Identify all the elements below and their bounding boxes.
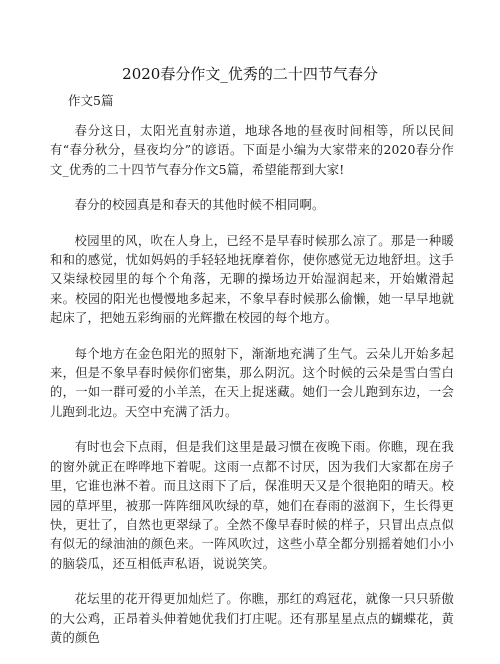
paragraph-2: 校园里的风，吹在人身上，已经不是早春时候那么凉了。那是一种暖和和的感觉，忧如妈妈的手轻轻地抚摩着你，使你感觉无边地舒坦。这手又柒绿校园里的每个个角落，无聊的操场边开始湿润起来，开始嫩滑起来。校园的阳光也慢慢地多起来，不象早春时候那么偷懒，她一早早地就起床了，把她五彩绚丽的光辉撒在校园的每个地方。 — [50, 233, 454, 326]
document-body — [50, 122, 454, 664]
paragraph-3: 每个地方在金色阳光的照射下，渐渐地充满了生气。云朵儿开始多起来，但是不象早春时候你们密集，那么阴沉。这个时候的云朵是雪白雪白的，一如一群可爱的小羊羔，在天上捉迷藏。她们一会儿跑到东边，一会儿跑到北边。天空中充满了活力。 — [50, 346, 454, 419]
document-subtitle: 作文5篇 — [68, 93, 114, 108]
document-title: 2020春分作文_优秀的二十四节气春分 — [122, 65, 378, 83]
paragraph-intro: 春分这日，太阳光直射赤道，地球各地的昼夜时间相等，所以民间有“春分秋分，昼夜均分”的谚语。下面是小编为大家带来的2020春分作文_优秀的二十四节气春分作文5篇，希望能帮到大家! — [50, 124, 454, 177]
paragraph-4: 有时也会下点雨，但是我们这里是最习惯在夜晚下雨。你瞧，现在我的窗外就正在哗哗地下着呢。这雨一点都不讨厌，因为我们大家都在房子里，它谁也淋不着。而且这雨下了后，保准明天又是个很艳阳的晴天。校园的草坪里，被那一阵阵细风吹绿的草，她们在春雨的滋润下，生长得更快，更壮了，自然也更翠绿了。全然不像早春时候的样子，只冒出点点似有似无的绿油油的颜色来。一阵风吹过，这些小草全都分别摇着她们小小的脑袋瓜，还互相低声私语，说说笑笑。 — [50, 440, 454, 571]
paragraph-1: 春分的校园真是和春天的其他时候不相同啊。 — [74, 198, 325, 213]
paragraph-5: 花坛里的花开得更加灿烂了。你瞧，那红的鸡冠花，就像一只只骄傲的大公鸡，正昂着头伸着她优我们打庄呢。还有那星星点点的蝴蝶花，黄黄的颜色 — [50, 592, 454, 645]
